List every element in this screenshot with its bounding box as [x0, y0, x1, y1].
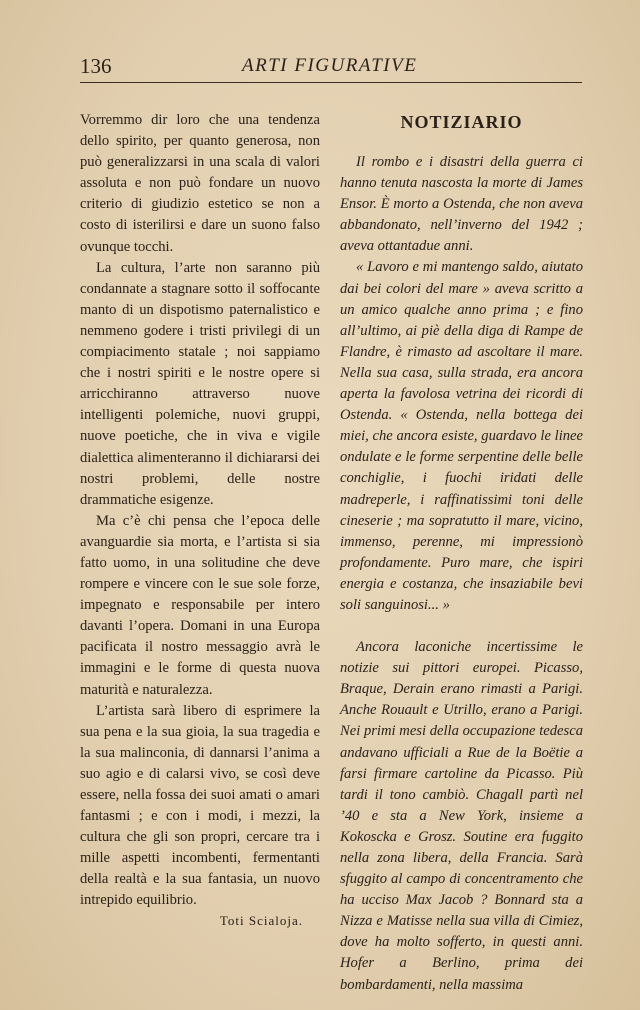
- paragraph: L’artista sarà libero di esprimere la sua pena e la sua gioia, la sua tragedia e la sua malinconia, di dannarsi l’anima a suo agio e di calarsi vivo, se così deve essere, nella fossa dei suoi amati o amari fantasmi ; e con i modi, i mezzi, la cultura che gli son propri, cercare tra i mille aspetti incombenti, fermentanti della realtà e la sua fantasia, un nuovo intrepido equilibrio.: [80, 702, 320, 909]
- paragraph: Vorremmo dir loro che una tendenza dello spirito, per quanto generosa, non può generalizzarsi in una scala di valori assoluta e non può fondare un nuovo criterio di giudizio estetico se non a costo di isterilirsi e dare un suono falso ovunque tocchi.: [80, 112, 320, 255]
- paragraph: Ancora laconiche incertissime le notizie sui pittori europei. Picasso, Braque, Derain erano rimasti a Parigi. Anche Rouault e Utrillo, erano a Parigi. Nei primi mesi della occupazione tedesca andavano ufficiali a Rue de la Boëtie a farsi firmare cartoline da Picasso. Più tardi il tono cambiò. Chagall partì nel ’40 e sta a New York, insieme a Kokoscka e Grosz. Soutine era fuggito nella zona libera, della Francia. Sarà sfuggito al campo di concentramento che ha ucciso Max Jacob ? Bonnard sta a Nizza e Matisse nella sua villa di Cimiez, dove ha molto sofferto, in questi anni. Hofer a Berlino, prima dei bombardamenti, nella massima: [340, 639, 583, 993]
- right-column: [340, 110, 583, 996]
- paragraph: La cultura, l’arte non saranno più condannate a stagnare sotto il soffocante manto di un dispotismo paternalistico e nemmeno godere i tristi privilegi di un compiacimento statale ; noi sappiamo che i nostri spiriti e le nostre opere si arricchiranno attraverso nuove intelligenti polemiche, nuovi gruppi, nuove poetiche, che in viva e vigile dialettica alimenteranno il dichiararsi dei nostri problemi, delle nostre drammatiche esigenze.: [80, 259, 320, 508]
- paragraph: « Lavoro e mi mantengo saldo, aiutato dai bei colori del mare » aveva scritto a un amico qualche anno prima ; e fino all’ultimo, ai piè della diga di Rampe de Flandre, è rimasto ad ascoltare il mare. Nella sua casa, sulla strada, era ancora aperta la favolosa vetrina dei ricordi di Ostenda. « Ostenda, nella bottega dei miei, che ancora esiste, guardavo le linee ondulate e le forme serpentine delle belle conchiglie, i fuochi iridati delle madreperle, i raffinatissimi toni delle cineserie ; ma sopratutto il mare, vicino, immenso, perenne, mi impressionò profondamente. Puro mare, che ispiri energia e costanza, che insaziabile bevi soli sanguinosi... »: [340, 259, 583, 613]
- left-column: [80, 110, 320, 912]
- header-rule: [80, 82, 582, 83]
- section-title: NOTIZIARIO: [400, 112, 523, 132]
- page-number: 136: [80, 54, 112, 78]
- paragraph: Ma c’è chi pensa che l’epoca delle avanguardie sia morta, e l’artista si sia fatto uomo, in una solitudine che deve rompere e vincere con le sue sole forze, impegnato e responsabile per intero davanti l’opera. Domani in una Europa pacificata il nostro messaggio avrà le immagini e le forme di questa nuova maturità e naturalezza.: [80, 512, 320, 698]
- paragraph: Il rombo e i disastri della guerra ci hanno tenuta nascosta la morte di James Ensor. È morto a Ostenda, che non aveva abbandonato, nell’inverno del 1942 ; aveva ottantadue anni.: [340, 154, 583, 255]
- page-header: [80, 54, 582, 82]
- running-title: ARTI FIGURATIVE: [242, 55, 418, 76]
- paragraph-gap: [340, 616, 583, 637]
- author-signature: Toti Scialoja.: [219, 913, 303, 928]
